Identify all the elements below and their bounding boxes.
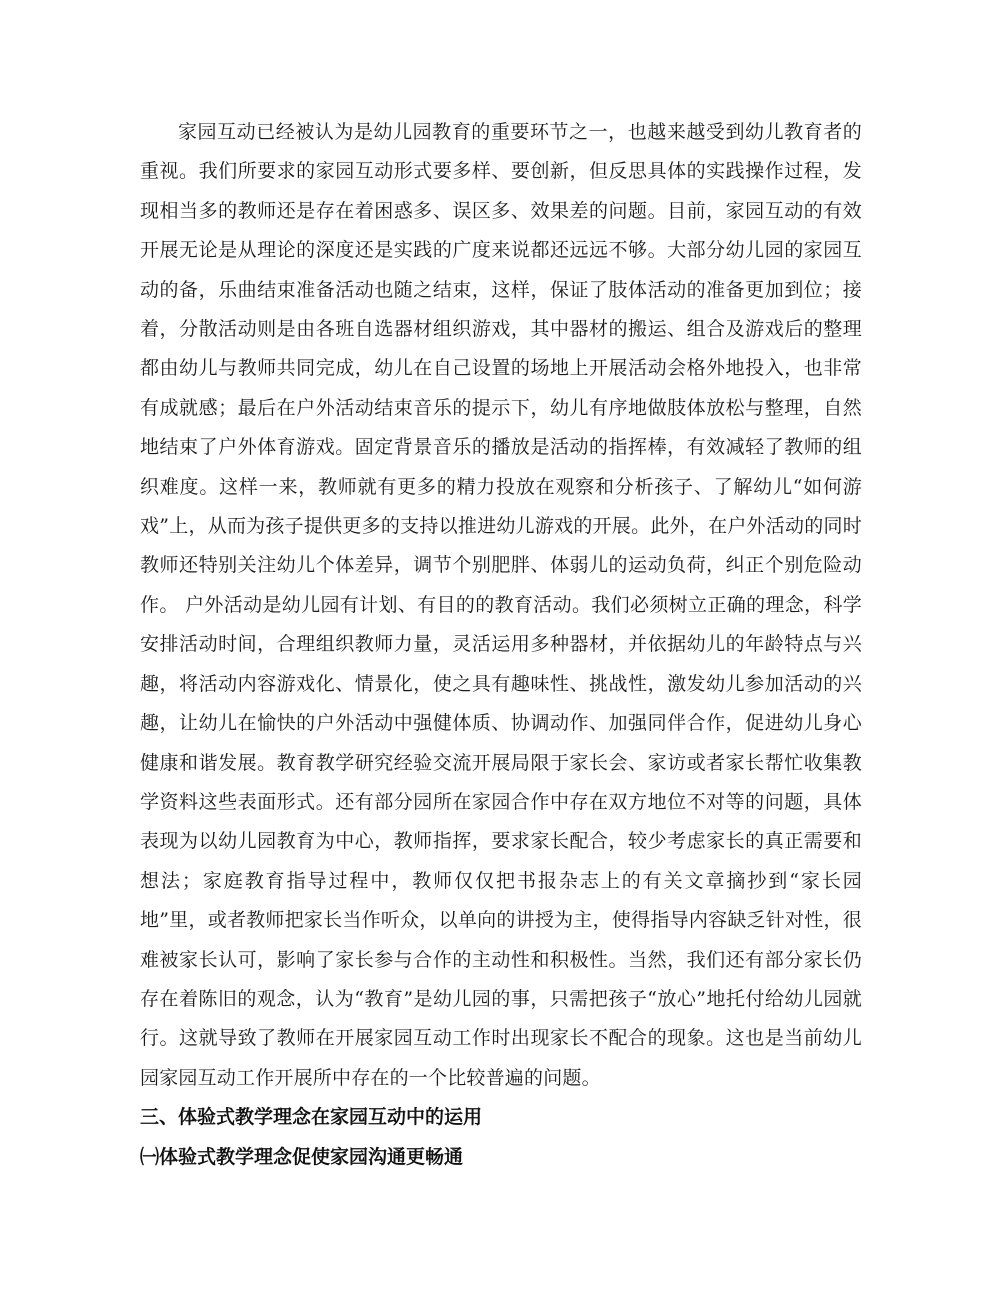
document-content	[140, 113, 862, 1177]
body-paragraph: 家园互动已经被认为是幼儿园教育的重要环节之一，也越来越受到幼儿教育者的重视。我们所要求的家园互动形式要多样、要创新，但反思具体的实践操作过程，发现相当多的教师还是存在着困惑多、误区多、效果差的问题。目前，家园互动的有效开展无论是从理论的深度还是实践的广度来说都还远远不够。大部分幼儿园的家园互动的备，乐曲结束准备活动也随之结束，这样，保证了肢体活动的准备更加到位；接着，分散活动则是由各班自选器材组织游戏，其中器材的搬运、组合及游戏后的整理都由幼儿与教师共同完成，幼儿在自己设置的场地上开展活动会格外地投入，也非常有成就感；最后在户外活动结束音乐的提示下，幼儿有序地做肢体放松与整理，自然地结束了户外体育游戏。固定背景音乐的播放是活动的指挥棒，有效减轻了教师的组织难度。这样一来，教师就有更多的精力投放在观察和分析孩子、了解幼儿“如何游戏”上，从而为孩子提供更多的支持以推进幼儿游戏的开展。此外，在户外活动的同时教师还特别关注幼儿个体差异，调节个别肥胖、体弱儿的运动负荷，纠正个别危险动作。 户外活动是幼儿园有计划、有目的的教育活动。我们必须树立正确的理念，科学安排活动时间，合理组织教师力量，灵活运用多种器材，并依据幼儿的年龄特点与兴趣，将活动内容游戏化、情景化，使之具有趣味性、挑战性，激发幼儿参加活动的兴趣，让幼儿在愉快的户外活动中强健体质、协调动作、加强同伴合作，促进幼儿身心健康和谐发展。教育教学研究经验交流开展局限于家长会、家访或者家长帮忙收集教学资料这些表面形式。还有部分园所在家园合作中存在双方地位不对等的问题，具体表现为以幼儿园教育为中心，教师指挥，要求家长配合，较少考虑家长的真正需要和想法；家庭教育指导过程中，教师仅仅把书报杂志上的有关文章摘抄到“家长园地”里，或者教师把家长当作听众，以单向的讲授为主，使得指导内容缺乏针对性，很难被家长认可，影响了家长参与合作的主动性和积极性。当然，我们还有部分家长仍存在着陈旧的观念，认为“教育”是幼儿园的事，只需把孩子“放心”地托付给幼儿园就行。这就导致了教师在开展家园互动工作时出现家长不配合的现象。这也是当前幼儿园家园互动工作开展所中存在的一个比较普遍的问题。	[140, 121, 862, 1089]
section-heading: 三、体验式教学理念在家园互动中的运用	[140, 1106, 483, 1129]
subsection-heading: ㈠体验式教学理念促使家园沟通更畅通	[140, 1145, 464, 1168]
